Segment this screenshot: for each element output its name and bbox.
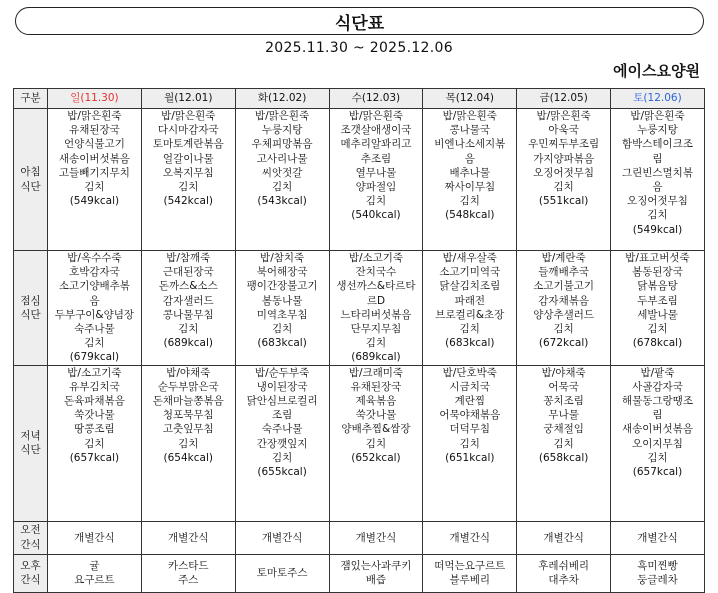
menu-item: 가지양파볶음 [533, 152, 595, 165]
menu-item: (689kcal) [163, 337, 213, 350]
menu-item: 그린빈스멸치볶 [621, 166, 693, 179]
menu-item: 김치 [459, 195, 480, 208]
menu-cell [611, 251, 705, 366]
menu-item: 쑥갓나물 [74, 409, 115, 422]
menu-item: 누룽지탕 [637, 124, 678, 137]
menu-item: 사골감자국 [632, 380, 683, 393]
menu-item: 꽁치조림 [543, 395, 584, 408]
menu-item: 김치 [84, 181, 105, 194]
menu-item: (672kcal) [538, 337, 589, 350]
menu-item: 봄동된장국 [632, 266, 683, 279]
menu-cell [611, 365, 705, 521]
page-title: 식단표 [334, 13, 385, 34]
menu-cell [48, 365, 142, 521]
day-header: 월(12.01) [141, 89, 235, 109]
menu-item: 닭살김치조림 [439, 280, 501, 293]
menu-item: 누룽지탕 [261, 124, 303, 137]
meal-row [14, 365, 705, 521]
menu-item: 김치 [365, 337, 387, 350]
menu-item: 밥/맑은흰죽 [254, 110, 310, 122]
menu-item: 조갯살애생이국 [340, 124, 412, 137]
menu-item: 개별간식 [355, 531, 397, 544]
menu-item: 개별간식 [167, 531, 209, 544]
menu-cell [611, 554, 705, 592]
menu-item: 김치 [459, 437, 480, 450]
menu-cell [48, 251, 142, 366]
menu-item: 들깨배추국 [538, 266, 589, 279]
menu-item: 흑미찐빵 [637, 559, 678, 572]
menu-item: 순두부맑은국 [157, 380, 219, 393]
menu-item: 돈육파채볶음 [63, 395, 125, 408]
menu-item: 잼있는사과쿠키 [340, 559, 412, 572]
menu-cell [141, 251, 235, 366]
menu-item: 고사리나물 [256, 152, 308, 165]
title-banner [15, 7, 704, 35]
menu-item: 느타리버섯볶음 [340, 308, 412, 321]
menu-item: 후레쉬베리 [538, 559, 589, 572]
menu-item: 블루베리 [449, 574, 491, 587]
menu-item: 호박감자국 [69, 266, 120, 279]
day-header: 수(12.03) [329, 89, 423, 109]
menu-item: 김치 [553, 181, 574, 194]
menu-item: 파래전 [454, 294, 486, 307]
menu-item: 어묵야채볶음 [439, 409, 501, 422]
menu-item: 쑥갓나물 [355, 409, 397, 422]
menu-item: 르D [366, 294, 386, 307]
menu-table [13, 88, 705, 593]
menu-item: 밥/새우살죽 [442, 252, 497, 264]
menu-cell [517, 554, 611, 592]
menu-item: 감자샐러드 [162, 294, 214, 307]
menu-cell [48, 554, 142, 592]
menu-item: 밥/옥수수죽 [67, 252, 122, 264]
menu-item: 토마토계란볶음 [152, 138, 224, 151]
menu-item: 양파절임 [355, 181, 397, 194]
menu-item: 고춧잎무침 [162, 423, 214, 436]
menu-item: 유채된장국 [69, 124, 120, 137]
menu-cell [329, 109, 423, 251]
menu-item: 밥/순두부죽 [254, 366, 310, 379]
row-label-line: 점심 [20, 294, 41, 307]
menu-item: (683kcal) [445, 337, 495, 350]
menu-item: 함박스테이크조 [621, 138, 693, 151]
snack-row [14, 554, 705, 592]
menu-item: 더덕무침 [449, 423, 491, 436]
menu-item: 단무지무침 [350, 323, 402, 336]
row-label-line: 저녁 [20, 429, 41, 442]
menu-item: 시금치국 [449, 380, 491, 393]
menu-item: 밥/계란죽 [541, 252, 586, 264]
menu-cell [423, 365, 517, 521]
snack-row [14, 521, 705, 554]
menu-item: 땅콩조림 [74, 423, 115, 436]
row-label [14, 521, 48, 554]
menu-item: 림 [652, 409, 663, 422]
menu-item: 요구르트 [74, 574, 115, 587]
menu-item: 열무나물 [355, 166, 397, 179]
menu-item: 콩나물국 [449, 124, 491, 137]
menu-item: 밥/소고기죽 [348, 252, 404, 264]
menu-cell [48, 521, 142, 554]
menu-item: 밥/맑은흰죽 [348, 110, 404, 122]
menu-item: 양배추찜&쌈장 [341, 423, 411, 436]
menu-item: 개별간식 [261, 531, 303, 544]
menu-item: 감자채볶음 [538, 294, 589, 307]
menu-item: 궁채절임 [543, 423, 584, 436]
menu-item: (678kcal) [632, 337, 683, 350]
menu-item: 김치 [459, 323, 480, 336]
menu-item: 김치 [647, 323, 668, 336]
menu-item: 우민찌두부조림 [528, 138, 600, 151]
menu-item: 새송이버섯볶음 [58, 152, 130, 165]
menu-cell [517, 251, 611, 366]
menu-item: 청포묵무침 [162, 409, 214, 422]
menu-item: (652kcal) [351, 451, 401, 464]
row-label-line: 간식 [20, 574, 41, 587]
menu-item: (658kcal) [538, 451, 589, 464]
menu-cell [611, 521, 705, 554]
menu-item: 북어해장국 [256, 266, 308, 279]
menu-item: 닭안심브로컬리 [246, 395, 318, 408]
menu-item: 밥/소고기죽 [67, 366, 122, 379]
menu-item: 김치 [553, 437, 574, 450]
menu-item: (549kcal) [69, 195, 120, 208]
menu-item: 대추차 [548, 574, 579, 587]
menu-item: (548kcal) [445, 209, 495, 222]
menu-item: (549kcal) [632, 223, 683, 236]
menu-item: 해물동그랑땡조 [621, 395, 693, 408]
day-header: 일(11.30) [48, 89, 142, 109]
row-label [14, 251, 48, 366]
menu-cell [141, 554, 235, 592]
menu-cell [141, 521, 235, 554]
menu-item: (689kcal) [351, 351, 401, 364]
menu-cell [517, 521, 611, 554]
menu-item: 밥/크래미죽 [348, 366, 404, 379]
menu-item: 밥/단호박죽 [442, 366, 497, 379]
menu-item: 냉이된장국 [256, 380, 308, 393]
menu-cell [235, 554, 329, 592]
menu-item: 소고기미역국 [439, 266, 501, 279]
menu-cell [517, 365, 611, 521]
menu-item: 김치 [271, 323, 293, 336]
menu-item: 귤 [89, 559, 100, 572]
menu-item: 무나물 [548, 409, 579, 422]
menu-item: 밥/맑은흰죽 [630, 110, 685, 122]
menu-item: 토마토주스 [256, 567, 308, 580]
day-header: 금(12.05) [517, 89, 611, 109]
menu-item: 제육볶음 [355, 395, 397, 408]
menu-item: 밥/표고버섯죽 [625, 252, 690, 264]
menu-item: 콩나물무침 [162, 308, 214, 321]
menu-item: 음 [652, 181, 663, 194]
menu-item: 밥/맑은흰죽 [161, 110, 216, 122]
menu-item: 돈까스&소스 [158, 280, 218, 293]
meal-row [14, 109, 705, 251]
menu-item: 김치 [271, 181, 293, 194]
menu-item: 김치 [178, 323, 199, 336]
menu-item: 김치 [84, 437, 105, 450]
menu-item: 밥/야채죽 [166, 366, 211, 379]
menu-cell [423, 251, 517, 366]
menu-item: 음 [464, 152, 475, 165]
menu-item: 유채된장국 [350, 380, 402, 393]
menu-item: 오이지무침 [632, 437, 683, 450]
menu-cell [141, 109, 235, 251]
row-label-line: 아침 [20, 166, 41, 179]
row-label-line: 오후 [20, 559, 41, 572]
menu-item: 밥/맑은흰죽 [442, 110, 497, 122]
menu-item: 메추리알꽈리고 [340, 138, 412, 151]
menu-item: 김치 [178, 181, 199, 194]
menu-item: (679kcal) [69, 351, 120, 364]
menu-cell [141, 365, 235, 521]
header-row [14, 89, 705, 109]
menu-item: (657kcal) [632, 466, 683, 479]
menu-item: 김치 [553, 323, 574, 336]
row-label [14, 554, 48, 592]
menu-item: 양상추샐러드 [533, 308, 595, 321]
menu-item: 배즙 [365, 574, 387, 587]
row-label [14, 365, 48, 521]
menu-item: 얼갈이나물 [162, 152, 214, 165]
menu-item: 밥/맑은흰죽 [67, 110, 122, 122]
menu-item: 카스타드 [167, 559, 209, 572]
menu-item: (683kcal) [257, 337, 307, 350]
menu-item: 브로컬리&초장 [435, 308, 505, 321]
menu-item: (551kcal) [538, 195, 589, 208]
menu-item: 다시마감자국 [157, 124, 219, 137]
menu-item: 림 [652, 152, 663, 165]
menu-item: 개별간식 [543, 531, 584, 544]
menu-item: 짜사이무침 [444, 181, 496, 194]
menu-item: 세발나물 [637, 308, 678, 321]
menu-item: 아욱국 [548, 124, 579, 137]
menu-cell [329, 365, 423, 521]
menu-item: 김치 [365, 437, 387, 450]
menu-item: 김치 [84, 337, 105, 350]
menu-item: 간장깻잎지 [256, 437, 308, 450]
facility-name: 에이스요양원 [613, 62, 700, 80]
menu-item: 우체피망볶음 [251, 138, 313, 151]
menu-item: 봄동나물 [261, 294, 303, 307]
menu-item: 계란찜 [454, 395, 486, 408]
menu-cell [611, 109, 705, 251]
menu-item: 오징어젓무침 [627, 195, 688, 208]
menu-item: (654kcal) [163, 451, 213, 464]
menu-item: (657kcal) [69, 451, 120, 464]
menu-item: 오징어젓무침 [533, 166, 595, 179]
menu-item: 언양식불고기 [63, 138, 125, 151]
menu-cell [423, 521, 517, 554]
menu-item: 어묵국 [548, 380, 579, 393]
menu-item: 김치 [365, 195, 387, 208]
menu-item: 팽이간장불고기 [246, 280, 318, 293]
menu-item: (542kcal) [163, 195, 213, 208]
menu-item: 두부구이&양념장 [54, 308, 135, 321]
row-label-line: 식단 [20, 308, 41, 321]
menu-item: 밥/참깨죽 [166, 252, 211, 264]
row-label-line: 식단 [20, 180, 41, 193]
menu-item: 김치 [647, 451, 668, 464]
menu-item: 미역초무침 [256, 308, 308, 321]
menu-cell [48, 109, 142, 251]
menu-item: 잔치국수 [355, 266, 397, 279]
menu-item: 밥/팥죽 [640, 366, 675, 379]
menu-item: 근대된장국 [162, 266, 214, 279]
menu-cell [235, 521, 329, 554]
menu-cell [235, 251, 329, 366]
menu-item: 조림 [271, 409, 293, 422]
menu-item: 소고기양배추볶 [58, 280, 130, 293]
menu-item: (651kcal) [445, 451, 495, 464]
menu-item: 숙주나물 [74, 323, 115, 336]
menu-item: 둥글레차 [637, 574, 678, 587]
menu-item: 떠먹는요구르트 [434, 559, 506, 572]
menu-item: 추조림 [360, 152, 392, 165]
row-label-line: 간식 [20, 538, 41, 551]
menu-cell [235, 365, 329, 521]
row-label [14, 109, 48, 251]
menu-item: 김치 [271, 451, 293, 464]
menu-item: 김치 [647, 209, 668, 222]
menu-item: 돈채마늘쫑볶음 [152, 395, 224, 408]
row-label-line: 식단 [20, 444, 41, 457]
menu-cell [329, 251, 423, 366]
menu-cell [423, 554, 517, 592]
menu-item: 숙주나물 [261, 423, 303, 436]
menu-item: 닭볶음탕 [637, 280, 678, 293]
menu-item: 새송이버섯볶음 [621, 423, 693, 436]
menu-item: 개별간식 [74, 531, 115, 544]
menu-item: 배추나물 [449, 166, 491, 179]
corner-label: 구분 [14, 89, 48, 109]
menu-item: 주스 [178, 574, 199, 587]
menu-item: (540kcal) [351, 209, 401, 222]
menu-item: (543kcal) [257, 195, 307, 208]
menu-cell [329, 521, 423, 554]
menu-cell [517, 109, 611, 251]
menu-cell [423, 109, 517, 251]
menu-item: 두부조림 [637, 294, 678, 307]
menu-item: 씨앗젓갈 [261, 166, 303, 179]
date-range: 2025.11.30 ~ 2025.12.06 [265, 40, 453, 56]
menu-item: 개별간식 [637, 531, 678, 544]
menu-item: 생선까스&타르타 [336, 280, 416, 293]
menu-item: (655kcal) [257, 466, 307, 479]
day-header: 화(12.02) [235, 89, 329, 109]
menu-cell [235, 109, 329, 251]
menu-item: 비엔나소세지볶 [434, 138, 506, 151]
day-header: 목(12.04) [423, 89, 517, 109]
meal-row [14, 251, 705, 366]
menu-cell [329, 554, 423, 592]
day-header: 토(12.06) [611, 89, 705, 109]
menu-item: 김치 [178, 437, 199, 450]
menu-item: 소고기불고기 [533, 280, 595, 293]
row-label-line: 오전 [20, 524, 41, 537]
menu-item: 밥/참치죽 [260, 252, 305, 264]
menu-item: 밥/야채죽 [541, 366, 586, 379]
menu-item: 오복지무침 [162, 166, 214, 179]
menu-item: 밥/맑은흰죽 [536, 110, 591, 122]
menu-item: 개별간식 [449, 531, 491, 544]
menu-item: 유부김치국 [69, 380, 120, 393]
menu-item: 고들빼기지무치 [58, 166, 130, 179]
menu-item: 음 [89, 294, 100, 307]
